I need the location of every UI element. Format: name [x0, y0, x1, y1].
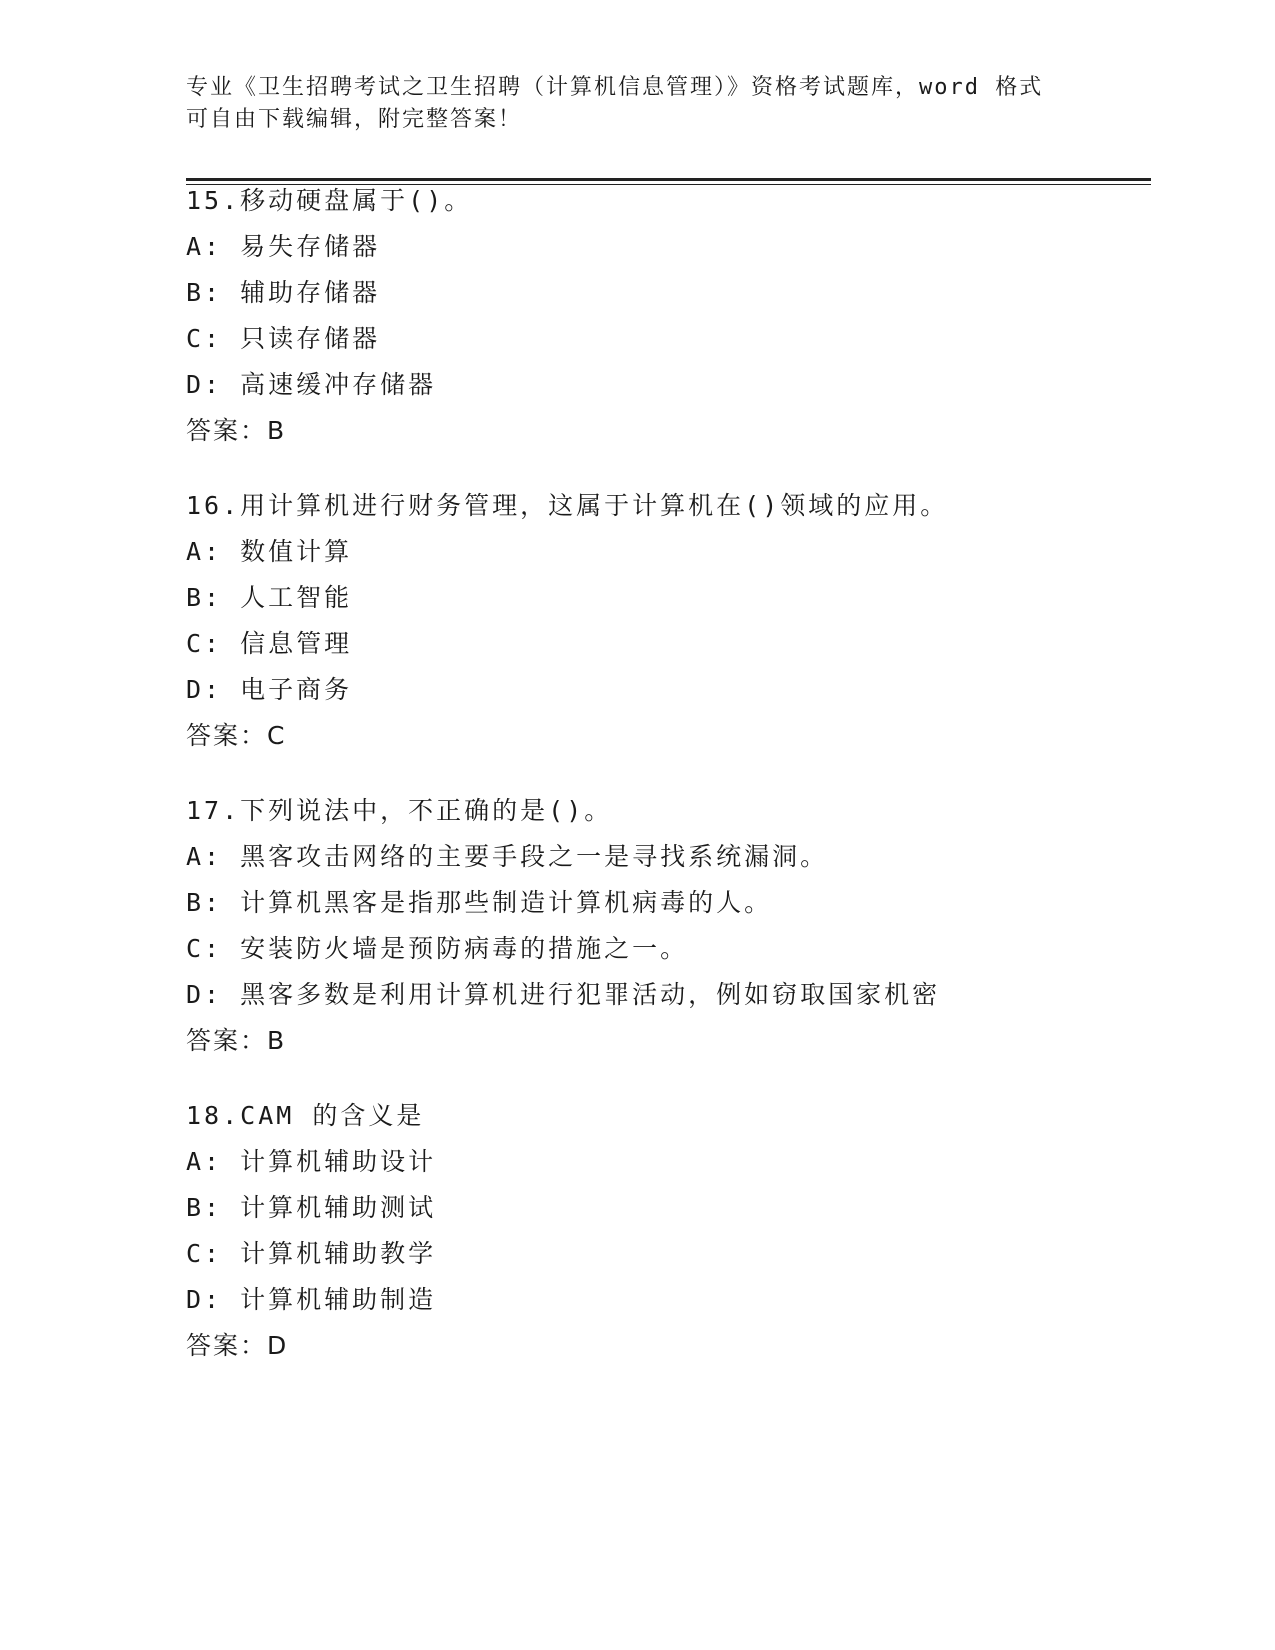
header-line-1: 专业《卫生招聘考试之卫生招聘（计算机信息管理）》资格考试题库，word 格式	[186, 75, 1044, 100]
option-d: D: 电子商务	[186, 675, 353, 704]
option-b: B: 计算机辅助测试	[186, 1193, 437, 1222]
answer-label: 答案：D	[186, 1331, 289, 1360]
question-stem: 18.CAM 的含义是	[186, 1101, 425, 1130]
option-d: D: 黑客多数是利用计算机进行犯罪活动，例如窃取国家机密	[186, 980, 941, 1009]
option-c: C: 安装防火墙是预防病毒的措施之一。	[186, 934, 689, 963]
answer-label: 答案：B	[186, 1026, 287, 1055]
option-c: C: 只读存储器	[186, 324, 381, 353]
answer-label: 答案：B	[186, 416, 287, 445]
option-d: D: 高速缓冲存储器	[186, 370, 437, 399]
option-a: A: 计算机辅助设计	[186, 1147, 437, 1176]
option-a: A: 黑客攻击网络的主要手段之一是寻找系统漏洞。	[186, 842, 829, 871]
option-a: A: 数值计算	[186, 537, 353, 566]
question-16	[186, 483, 1136, 759]
question-15	[186, 178, 1136, 454]
question-stem: 16.用计算机进行财务管理，这属于计算机在()领域的应用。	[186, 491, 949, 520]
question-stem: 15.移动硬盘属于()。	[186, 186, 473, 215]
option-d: D: 计算机辅助制造	[186, 1285, 437, 1314]
option-a: A: 易失存储器	[186, 232, 381, 261]
question-stem: 17.下列说法中，不正确的是()。	[186, 796, 613, 825]
option-c: C: 计算机辅助教学	[186, 1239, 437, 1268]
answer-label: 答案：C	[186, 721, 287, 750]
question-17	[186, 788, 1136, 1064]
option-b: B: 人工智能	[186, 583, 353, 612]
option-b: B: 计算机黑客是指那些制造计算机病毒的人。	[186, 888, 773, 917]
question-18	[186, 1093, 1136, 1369]
document-header	[186, 72, 1066, 136]
option-b: B: 辅助存储器	[186, 278, 381, 307]
option-c: C: 信息管理	[186, 629, 353, 658]
header-line-2: 可自由下载编辑，附完整答案！	[186, 107, 523, 132]
